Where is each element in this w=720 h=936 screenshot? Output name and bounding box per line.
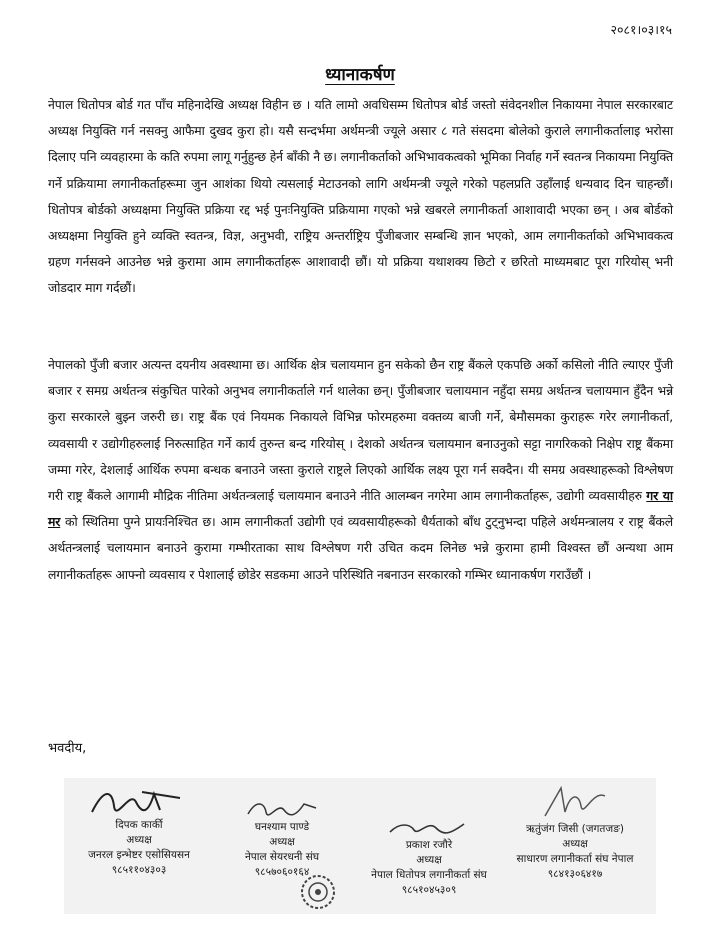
signatory-4-org: साधारण लगानीकर्ता संघ नेपाल	[516, 853, 634, 865]
signatory-2-phone: ९८५७०६०१६४	[254, 866, 310, 878]
seal-stamp-icon	[300, 874, 336, 910]
signatory-3-phone: ९८५१०४५३०९	[401, 884, 457, 896]
signatory-1-org: जनरल इन्भेष्टर एसोसियसन	[88, 849, 190, 861]
signatory-3	[354, 818, 504, 898]
signature-2-scribble	[242, 798, 322, 820]
signatory-1-phone: ९८५११०४३०३	[111, 864, 167, 876]
signatory-1-name: दिपक कार्की	[115, 819, 163, 831]
emphasis-text: गर या मर	[48, 488, 673, 530]
signatory-4-role: अध्यक्ष	[562, 838, 588, 850]
signatory-2-org: नेपाल सेयरधनी संघ	[244, 851, 320, 863]
signatory-4-phone: ९८४१३०६४१७	[547, 868, 603, 880]
closing-salutation: भवदीय,	[48, 741, 87, 756]
signatory-2-role: अध्यक्ष	[269, 836, 295, 848]
paragraph-2	[48, 352, 673, 588]
signatory-1-role: अध्यक्ष	[126, 834, 152, 846]
paragraph-2-part-a: नेपालको पुँजी बजार अत्यन्त दयनीय अवस्थामा छ। आर्थिक क्षेत्र चलायमान हुन सकेको छैन राष्ट्र बैंकले एकपछि अर्को कसिलो नीति ल्याएर पुँजी बजार र समग्र अर्थतन्त्र संकुचित पारेको अनुभव लगानीकर्ताले गर्न थालेका छन्। पुँजीबजार चलायमान नहुँदा समग्र अर्थतन्त्र चलायमान हुँदैन भन्ने कुरा सरकारले बुझ्न जरुरी छ। राष्ट्र बैंक एवं नियमक निकायले विभिन्न फोरमहरुमा वक्तव्य बाजी गर्ने, बेमौसमका कुराहरू गरेर लगानीकर्ता, व्यवसायी र उद्योगीहरुलाई निरुत्साहित गर्ने कार्य तुरुन्त बन्द गरियोस् । देशको अर्थतन्त्र चलायमान बनाउनुको सट्टा नागरिकको निक्षेप राष्ट्र बैंकमा जम्मा गरेर, देशलाई आर्थिक रुपमा बन्धक बनाउने जस्ता कुराले राष्ट्रले लिएको आर्थिक लक्ष्य पूरा गर्न सक्दैन। यी समग्र अवस्थाहरूको विश्लेषण गरी राष्ट्र बैंकले आगामी मौद्रिक नीतिमा अर्थतन्त्रलाई चलायमान बनाउने नीति आलम्बन नगरेमा आम लगानीकर्ताहरू, उद्योगी व्यवसायीहरु	[48, 357, 673, 504]
signatory-2	[222, 798, 342, 880]
signature-3-scribble	[384, 818, 474, 838]
signatory-1	[64, 784, 214, 878]
signature-1-scribble	[84, 784, 194, 818]
signatory-2-name: घनश्याम पाण्डे	[254, 821, 310, 833]
signatory-3-org: नेपाल धितोपत्र लगानीकर्ता संघ	[371, 869, 487, 881]
signatory-3-name: प्रकाश रजौरे	[405, 839, 453, 851]
signature-4-scribble	[535, 782, 615, 822]
paragraph-2-part-b: को स्थितिमा पुग्ने प्रायःनिश्चित छ। आम लगानीकर्ता उद्योगी एवं व्यवसायीहरूको धैर्यताको बाँध टुट्नुभन्दा पहिले अर्थमन्त्रालय र राष्ट्र बैंकले अर्थतन्त्रलाई चलायमान बनाउने कुरामा गम्भीरताका साथ विश्लेषण गरी उचित कदम लिनेछ भन्ने कुरामा हामी विश्वस्त छौं अन्यथा आम लगानीकर्ताहरू आफ्नो व्यवसाय र पेशालाई छोडेर सडकमा आउने परिस्थिति नबनाउन सरकारको गम्भिर ध्यानाकर्षण गराउँछौं ।	[48, 514, 673, 582]
signatory-4-name: ऋतुंजंग जिसी (जगतजङ)	[525, 823, 624, 835]
signatory-4	[500, 782, 650, 882]
date: २०८१।०३।१५	[610, 22, 672, 37]
signature-block	[64, 778, 656, 914]
paragraph-1: नेपाल धितोपत्र बोर्ड गत पाँच महिनादेखि अध्यक्ष विहीन छ । यति लामो अवधिसम्म धितोपत्र बोर्ड जस्तो संवेदनशील निकायमा नेपाल सरकारबाट अध्यक्ष नियुक्ति गर्न नसक्नु आफैमा दुखद कुरा हो। यसै सन्दर्भमा अर्थमन्त्री ज्यूले असार ८ गते संसदमा बोलेको कुराले लगानीकर्तालाइ भरोसा दिलाए पनि व्यवहारमा के कति रुपमा लागू गर्नुहुन्छ हेर्न बाँकी नै छ। लगानीकर्ताको अभिभावकत्वको भूमिका निर्वाह गर्ने स्वतन्त्र निकायमा नियुक्ति गर्ने प्रक्रियामा लगानीकर्ताहरूमा जुन आशंका थियो त्यसलाई मेटाउनको लागि अर्थमन्त्री ज्यूले गरेको पहलप्रति उहाँलाई धन्यवाद दिन चाहन्छौं। धितोपत्र बोर्डको अध्यक्षमा नियुक्ति प्रक्रिया रद्द भई पुनःनियुक्ति प्रक्रियामा गएको भन्ने खबरले लगानीकर्ता आशावादी भएका छन् । अब बोर्डको अध्यक्षमा नियुक्ति हुने व्यक्ति स्वतन्त्र, विज्ञ, अनुभवी, राष्ट्रिय अन्तर्राष्ट्रिय पुँजीबजार सम्बन्धि ज्ञान भएको, आम लगानीकर्ताको अभिभावकत्व ग्रहण गर्नसक्ने आउनेछ भन्ने कुरामा आम लगानीकर्ताहरू आशावादी छौं। यो प्रक्रिया यथाशक्य छिटो र छरितो माध्यमबाट पूरा गरियोस् भनी जोडदार माग गर्दछौं।	[48, 97, 673, 296]
signatory-3-role: अध्यक्ष	[416, 854, 442, 866]
page-title: ध्यानाकर्षण	[325, 65, 395, 85]
